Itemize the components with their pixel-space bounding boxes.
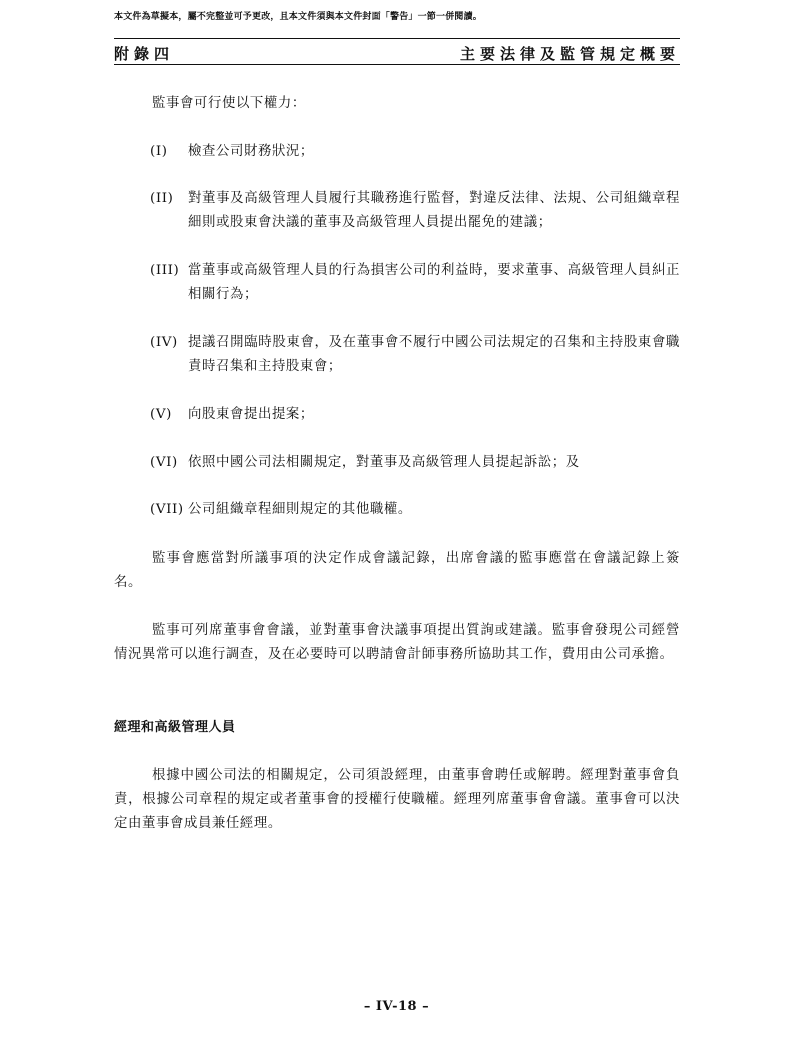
section-title: 主要法律及監管規定概要 — [459, 45, 680, 63]
list-item-text: 當董事或高級管理人員的行為損害公司的利益時，要求董事、高級管理人員糾正相關行為； — [188, 263, 680, 302]
managers-heading: 經理和高級管理人員 — [114, 720, 236, 735]
list-item-number: (VII) — [150, 502, 184, 517]
powers-intro: 監事會可行使以下權力： — [152, 96, 306, 111]
list-item-number: (II) — [150, 191, 174, 206]
list-item-number: (IV) — [150, 335, 178, 350]
list-item — [150, 259, 680, 307]
list-item — [150, 331, 680, 379]
list-item-text: 公司組織章程細則規定的其他職權。 — [188, 502, 412, 517]
list-item-number: (III) — [150, 263, 180, 278]
appendix-label: 附錄四 — [114, 45, 175, 63]
header-top-rule — [114, 38, 680, 39]
page-number: – IV-18 – — [363, 999, 430, 1014]
list-item — [150, 498, 680, 522]
list-item-text: 向股東會提出提案； — [188, 407, 314, 422]
list-item-text: 依照中國公司法相關規定，對董事及高級管理人員提起訴訟；及 — [188, 455, 580, 470]
list-item-number: (VI) — [150, 455, 178, 470]
list-item-text: 檢查公司財務狀況； — [188, 144, 314, 159]
list-item-number: (V) — [150, 407, 172, 422]
managers-paragraph: 根據中國公司法的相關規定，公司須設經理，由董事會聘任或解聘。經理對董事會負責，根據公司章程的規定或者董事會的授權行使職權。經理列席董事會會議。董事會可以決定由董事會成員兼任經理。 — [114, 768, 680, 831]
list-item — [150, 187, 680, 235]
list-item — [150, 403, 680, 427]
list-item-number: (I) — [150, 144, 168, 159]
list-item — [150, 451, 680, 475]
list-item-text: 對董事及高級管理人員履行其職務進行監督，對違反法律、法規、公司組織章程細則或股東會決議的董事及高級管理人員提出罷免的建議； — [188, 191, 680, 230]
header-bottom-rule — [114, 64, 680, 65]
minutes-paragraph: 監事會應當對所議事項的決定作成會議記錄，出席會議的監事應當在會議記錄上簽名。 — [114, 551, 680, 590]
draft-notice: 本文件為草擬本，屬不完整並可予更改，且本文件須與本文件封面「警告」一節一併閱讀。 — [114, 12, 483, 22]
list-item-text: 提議召開臨時股東會，及在董事會不履行中國公司法規定的召集和主持股東會職責時召集和主持股東會； — [188, 335, 680, 374]
list-item — [150, 140, 680, 164]
supervisors-paragraph: 監事可列席董事會會議，並對董事會決議事項提出質詢或建議。監事會發現公司經營情況異常可以進行調查，及在必要時可以聘請會計師事務所協助其工作，費用由公司承擔。 — [114, 623, 680, 662]
